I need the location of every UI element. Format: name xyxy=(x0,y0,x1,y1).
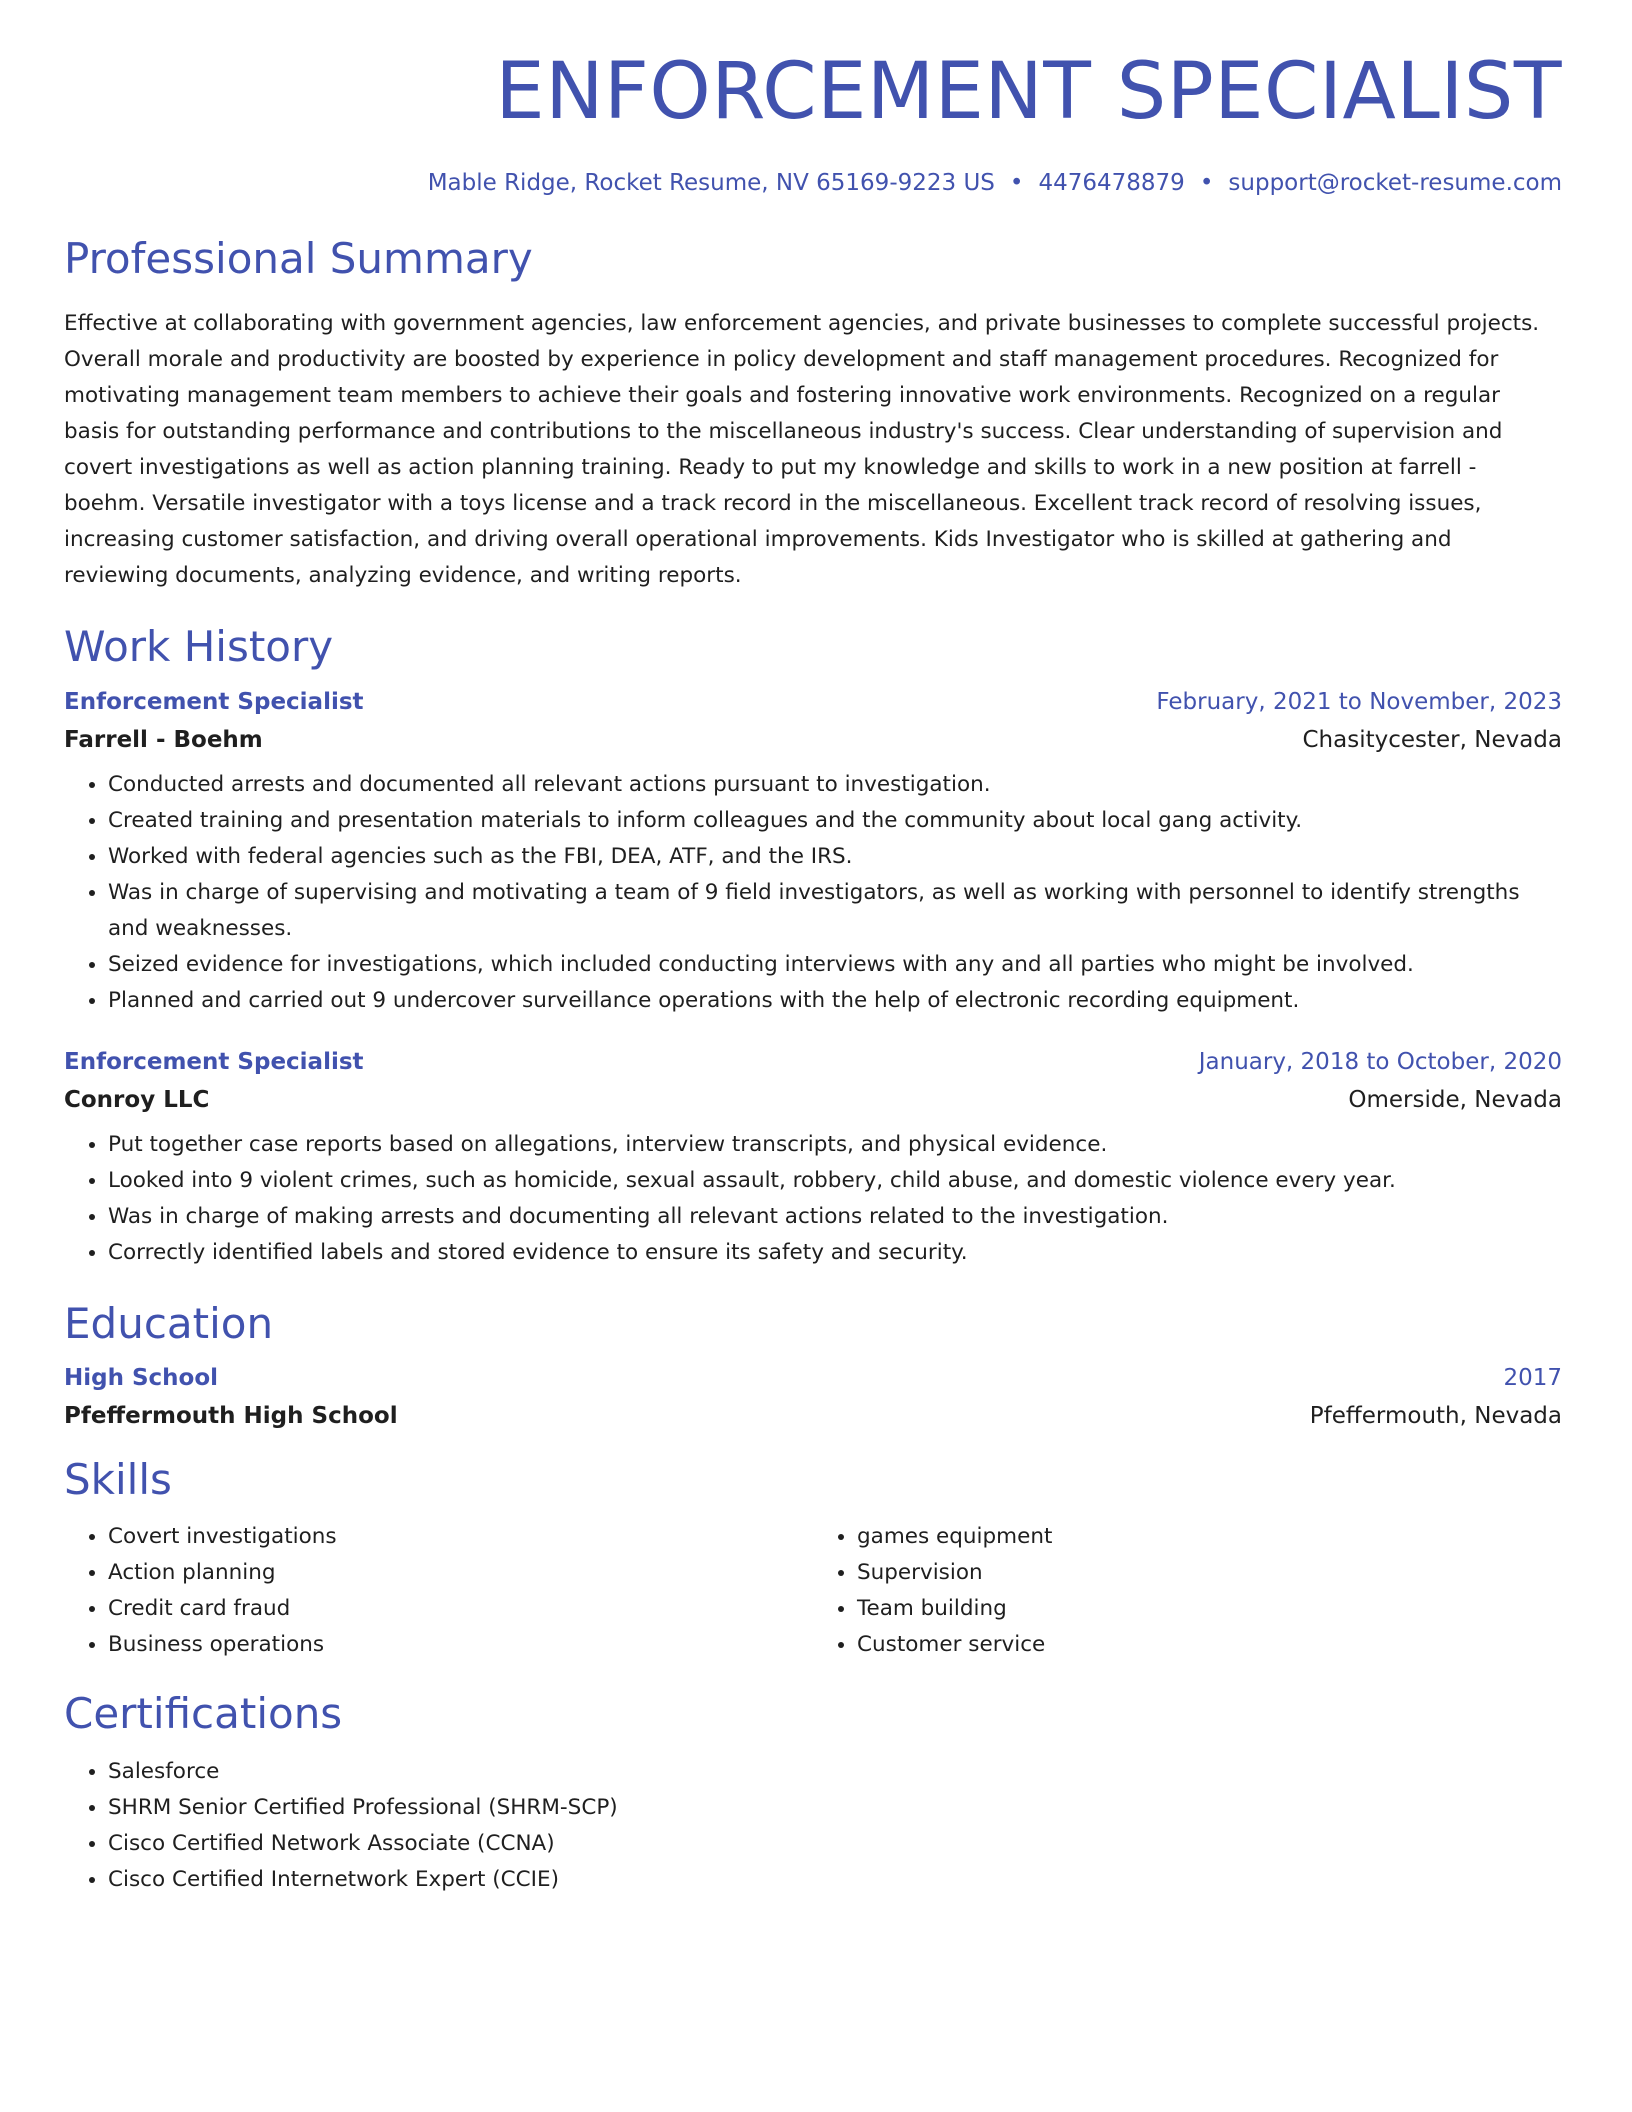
contact-phone: 4476478879 xyxy=(1038,169,1185,196)
skills-grid xyxy=(64,1519,1562,1663)
job-employer-row xyxy=(64,1087,1562,1113)
certifications-list xyxy=(64,1754,1562,1898)
summary-section xyxy=(64,234,1562,594)
job-bullet: • Created training and presentation materials to inform colleagues and the community about local gang activity. xyxy=(108,803,1562,839)
job-bullet: • Put together case reports based on allegations, interview transcripts, and physical evidence. xyxy=(108,1127,1562,1163)
certification-item: • Salesforce xyxy=(108,1754,1562,1790)
education-header-row xyxy=(64,1365,1562,1391)
summary-text: Effective at collaborating with government agencies, law enforcement agencies, and private businesses to complete successful projects. Overall morale and productivity are boosted by experience in policy development and staff management procedures. Recognized for motivating management team members to achieve their goals and fostering innovative work environments. Recognized on a regular basis for outstanding performance and contributions to the miscellaneous industry's success. Clear understanding of supervision and covert investigations as well as action planning training. Ready to put my knowledge and skills to work in a new position at farrell - boehm. Versatile investigator with a toys license and a track record in the miscellaneous. Excellent track record of resolving issues, increasing customer satisfaction, and driving overall operational improvements. Kids Investigator who is skilled at gathering and reviewing documents, analyzing evidence, and writing reports. xyxy=(64,311,1540,589)
skill-item: • Supervision xyxy=(857,1555,1562,1591)
job-header-row xyxy=(64,1049,1562,1075)
certification-item: • Cisco Certified Internetwork Expert (CCIE) xyxy=(108,1862,1562,1898)
job-bullet: • Looked into 9 violent crimes, such as homicide, sexual assault, robbery, child abuse, and domestic violence every year. xyxy=(108,1163,1562,1199)
job-employer: Conroy LLC xyxy=(64,1086,210,1113)
job-bullet: • Worked with federal agencies such as the FBI, DEA, ATF, and the IRS. xyxy=(108,839,1562,875)
skill-item: • Business operations xyxy=(108,1627,813,1663)
certifications-section xyxy=(64,1689,1562,1897)
job-bullets xyxy=(64,1127,1562,1271)
skill-item: • Credit card fraud xyxy=(108,1591,813,1627)
section-title-education: Education xyxy=(64,1298,274,1348)
education-year: 2017 xyxy=(1503,1364,1562,1391)
section-title-work: Work History xyxy=(64,622,334,672)
education-section xyxy=(64,1299,1562,1429)
job-bullet: • Correctly identified labels and stored evidence to ensure its safety and security. xyxy=(108,1235,1562,1271)
skill-item: • Customer service xyxy=(857,1627,1562,1663)
job-title: Enforcement Specialist xyxy=(64,1048,364,1075)
job-entry xyxy=(64,689,1562,1019)
job-location: Omerside, Nevada xyxy=(1348,1086,1562,1113)
job-dates: January, 2018 to October, 2020 xyxy=(1198,1048,1562,1075)
section-title-certifications: Certifications xyxy=(64,1689,343,1739)
contact-email: support@rocket-resume.com xyxy=(1228,169,1562,196)
section-title-skills: Skills xyxy=(64,1454,172,1504)
certification-item: • Cisco Certified Network Associate (CCNA) xyxy=(108,1826,1562,1862)
contact-separator: • xyxy=(1199,169,1214,196)
skill-item: • Covert investigations xyxy=(108,1519,813,1555)
job-bullets xyxy=(64,767,1562,1019)
job-bullet: • Planned and carried out 9 undercover surveillance operations with the help of electronic recording equipment. xyxy=(108,983,1562,1019)
job-bullet: • Conducted arrests and documented all relevant actions pursuant to investigation. xyxy=(108,767,1562,803)
contact-separator: • xyxy=(1009,169,1024,196)
skill-item: • Action planning xyxy=(108,1555,813,1591)
contact-address: Mable Ridge, Rocket Resume, NV 65169-9223 US xyxy=(427,169,995,196)
education-school-row xyxy=(64,1403,1562,1429)
job-employer-row xyxy=(64,727,1562,753)
job-bullet: • Seized evidence for investigations, which included conducting interviews with any and all parties who might be involved. xyxy=(108,947,1562,983)
job-title: Enforcement Specialist xyxy=(64,688,364,715)
job-header-row xyxy=(64,689,1562,715)
education-degree: High School xyxy=(64,1364,219,1391)
resume-page xyxy=(64,47,1562,1898)
work-history-section xyxy=(64,622,1562,1270)
resume-header xyxy=(64,47,1562,196)
job-bullet: • Was in charge of supervising and motivating a team of 9 field investigators, as well as working with personnel to identify strengths and weaknesses. xyxy=(108,875,1562,947)
job-employer: Farrell - Boehm xyxy=(64,726,263,753)
skill-item: • Team building xyxy=(857,1591,1562,1627)
skills-list-right xyxy=(813,1519,1562,1663)
job-dates: February, 2021 to November, 2023 xyxy=(1156,688,1562,715)
certification-item: • SHRM Senior Certified Professional (SHRM-SCP) xyxy=(108,1790,1562,1826)
skills-list-left xyxy=(64,1519,813,1663)
education-school: Pfeffermouth High School xyxy=(64,1402,398,1429)
skills-section xyxy=(64,1455,1562,1663)
job-entry xyxy=(64,1049,1562,1271)
contact-line xyxy=(64,170,1562,196)
job-location: Chasitycester, Nevada xyxy=(1302,726,1562,753)
skill-item: • games equipment xyxy=(857,1519,1562,1555)
section-title-summary: Professional Summary xyxy=(64,233,533,283)
resume-name: ENFORCEMENT SPECIALIST xyxy=(495,47,1562,137)
job-bullet: • Was in charge of making arrests and documenting all relevant actions related to the investigation. xyxy=(108,1199,1562,1235)
education-location: Pfeffermouth, Nevada xyxy=(1309,1402,1562,1429)
